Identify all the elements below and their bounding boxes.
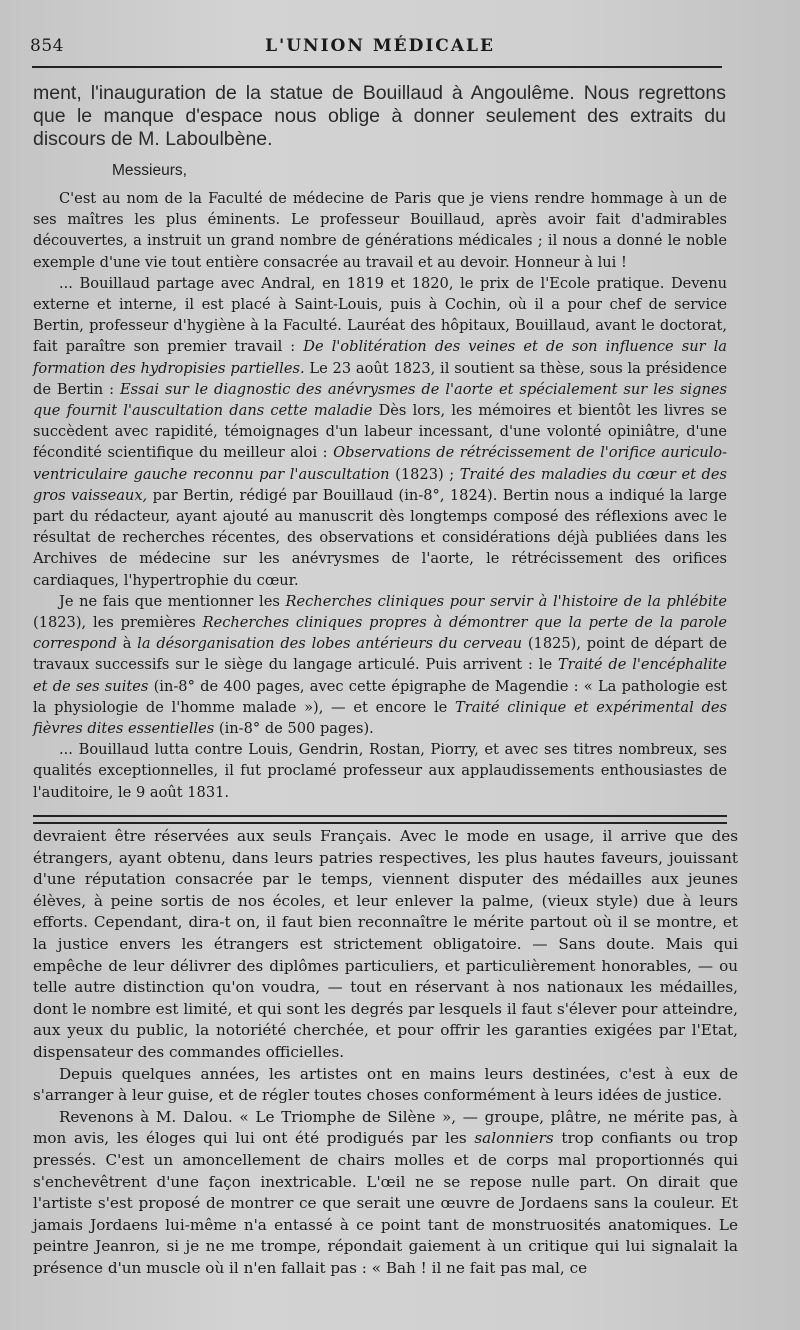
speech-p2-title-4: Traité des maladies du cœur et des gros vaisseaux,: [33, 465, 727, 504]
header-rule: [32, 66, 722, 68]
speech-p2-title-1: De l'oblitération des veines et de son influence sur la formation des hydropisies partielles.: [33, 338, 727, 377]
feuilleton-column: [33, 826, 738, 1279]
speech-p2-text-5: par Bertin, rédigé par Bouillaud (in-8°, 1824). Bertin nous a indiqué la large part du rédacteur, ayant ajouté au manuscrit dès longtemps composé des réflexions avec le résultat de recherches récentes, des observations et considérations déjà publiées dans les Archives de médecine sur les anévrysmes de l'aorte, le rétrécissement des orifices cardiaques, l'hypertrophie du cœur.: [33, 486, 727, 589]
speech-paragraph-4: ... Bouillaud lutta contre Louis, Gendrin, Rostan, Piorry, et avec ses titres nombreux, ses qualités exceptionnelles, il fut proclamé professeur aux applaudissements enthousiastes de l'auditoire, le 9 août 1831.: [33, 741, 727, 801]
page-number: 854: [30, 36, 64, 56]
running-title: L'UNION MÉDICALE: [265, 36, 495, 56]
speech-paragraph-2: [33, 273, 727, 591]
speech-p3-title-5: Traité clinique et expérimental des fièvres dites essentielles: [33, 698, 727, 738]
feuilleton-p3-italic-1: salonniers: [474, 1129, 554, 1148]
speech-p2-text-2: Le 23 août 1823, il soutient sa thèse, sous la présidence de Bertin :: [33, 359, 727, 398]
speech-p2-text-1: ... Bouillaud partage avec Andral, en 1819 et 1820, le prix de l'Ecole pratique. Devenu externe et interne, il est placé à Saint-Louis, puis à Cochin, où il a pour chef de service Bertin, professeur d'hygiène à la Faculté. Lauréat des hôpitaux, Bouillaud, avant le doctorat, fait paraître son premier travail :: [33, 274, 727, 356]
section-divider: [33, 815, 727, 824]
speech-p2-text-4: (1823) ;: [389, 465, 460, 483]
intro-paragraph: [33, 82, 726, 151]
speech-p3-text-1: Je ne fais que mentionner les: [59, 592, 286, 610]
speech-paragraph-3: [33, 591, 727, 739]
feuilleton-paragraph-1: devraient être réservées aux seuls Français. Avec le mode en usage, il arrive que des étrangers, ayant obtenu, dans leurs patries respectives, les plus hautes faveurs, jouissant d'une réputation consacrée par le temps, viennent disputer des médailles aux jeunes élèves, à peine sortis de nos écoles, et leur enlever la palme, (vieux style) due à leurs efforts. Cependant, dira-t on, il faut bien reconnaître le mérite partout où il se montre, et la justice envers les étrangers est strictement obligatoire. — Sans doute. Mais qui empêche de leur délivrer des diplômes particuliers, et particulièrement honorables, — ou telle autre distinction qu'on voudra, — tout en réservant à nos nationaux les médailles, dont le nombre est limité, et qui sont les degrés par lesquels il faut s'élever pour atteindre, aux yeux du public, la notoriété cherchée, et pour offrir les garanties exigées par l'Etat, dispensateur des commandes officielles.: [33, 827, 738, 1061]
speech-p3-text-4: (1825), point de départ de travaux successifs sur le siège du langage articulé. Puis arrivent : le: [33, 635, 727, 674]
speech-excerpt: [33, 188, 727, 803]
speech-p3-text-2: (1823), les premières: [33, 614, 203, 632]
feuilleton-p3-text-1: Revenons à M. Dalou. « Le Triomphe de Silène », — groupe, plâtre, ne mérite pas, à mon avis, les éloges qui lui ont été prodigués par les: [33, 1107, 738, 1148]
speech-p2-text-3: Dès lors, les mémoires et bientôt les livres se succèdent avec rapidité, témoignages d'un labeur incessant, d'une volonté opiniâtre, d'une fécondité scientifique du meilleur aloi :: [33, 402, 727, 462]
page-header: [30, 36, 730, 60]
intro-text: ment, l'inauguration de la statue de Bouillaud à Angoulême. Nous regrettons que le manque d'espace nous oblige à donner seulement des extraits du discours de M. Laboulbène.: [33, 82, 726, 150]
feuilleton-p3-text-2: trop confiants ou trop pressés. C'est un amoncellement de chairs molles et de corps mal proportionnés qui s'enchevêtrent d'une façon inextricable. L'œil ne se repose nulle part. On dirait que l'artiste s'est proposé de montrer ce que serait une œuvre de Jordaens sans la couleur. Et jamais Jordaens lui-même n'a entassé à ce point tant de monstruosités anatomiques. Le peintre Jeanron, si je ne me trompe, répondait gaiement à un critique qui lui signalait la présence d'un muscle où il n'en fallait pas : « Bah ! il ne fait pas mal, ce: [33, 1129, 738, 1277]
speech-p3-text-3: à: [116, 635, 138, 653]
salutation: Messieurs,: [112, 162, 187, 179]
speech-paragraph-1: C'est au nom de la Faculté de médecine de Paris que je viens rendre hommage à un de ses maîtres les plus éminents. Le professeur Bouillaud, après avoir fait d'admirables découvertes, a instruit un grand nombre de générations médicales ; il nous a donné le noble exemple d'une vie tout entière consacrée au travail et au devoir. Honneur à lui !: [33, 190, 727, 271]
speech-p2-title-2: Essai sur le diagnostic des anévrysmes de l'aorte et spécialement sur les signes que fournit l'auscultation dans cette maladie: [33, 380, 727, 420]
speech-p3-title-1: Recherches cliniques pour servir à l'histoire de la phlébite: [285, 592, 727, 610]
speech-p2-title-3: Observations de rétrécissement de l'orifice auriculo-ventriculaire gauche reconnu par l'auscultation: [33, 444, 728, 483]
speech-p3-text-5: (in-8° de 400 pages, avec cette épigraphe de Magendie : « La pathologie est la physiologie de l'homme malade »), — et encore le: [33, 677, 727, 716]
speech-p3-title-4: Traité de l'encéphalite et de ses suites: [33, 656, 727, 695]
speech-p3-title-2: Recherches cliniques propres à démontrer que la perte de la parole correspond: [33, 614, 728, 653]
feuilleton-paragraph-3: [33, 1107, 738, 1280]
speech-p3-title-3: la désorganisation des lobes antérieurs du cerveau: [137, 635, 523, 653]
feuilleton-paragraph-2: Depuis quelques années, les artistes ont en mains leurs destinées, c'est à eux de s'arranger à leur guise, et de régler toutes choses conformément à leurs idées de justice.: [33, 1064, 738, 1105]
speech-p3-text-6: (in-8° de 500 pages).: [214, 720, 374, 738]
